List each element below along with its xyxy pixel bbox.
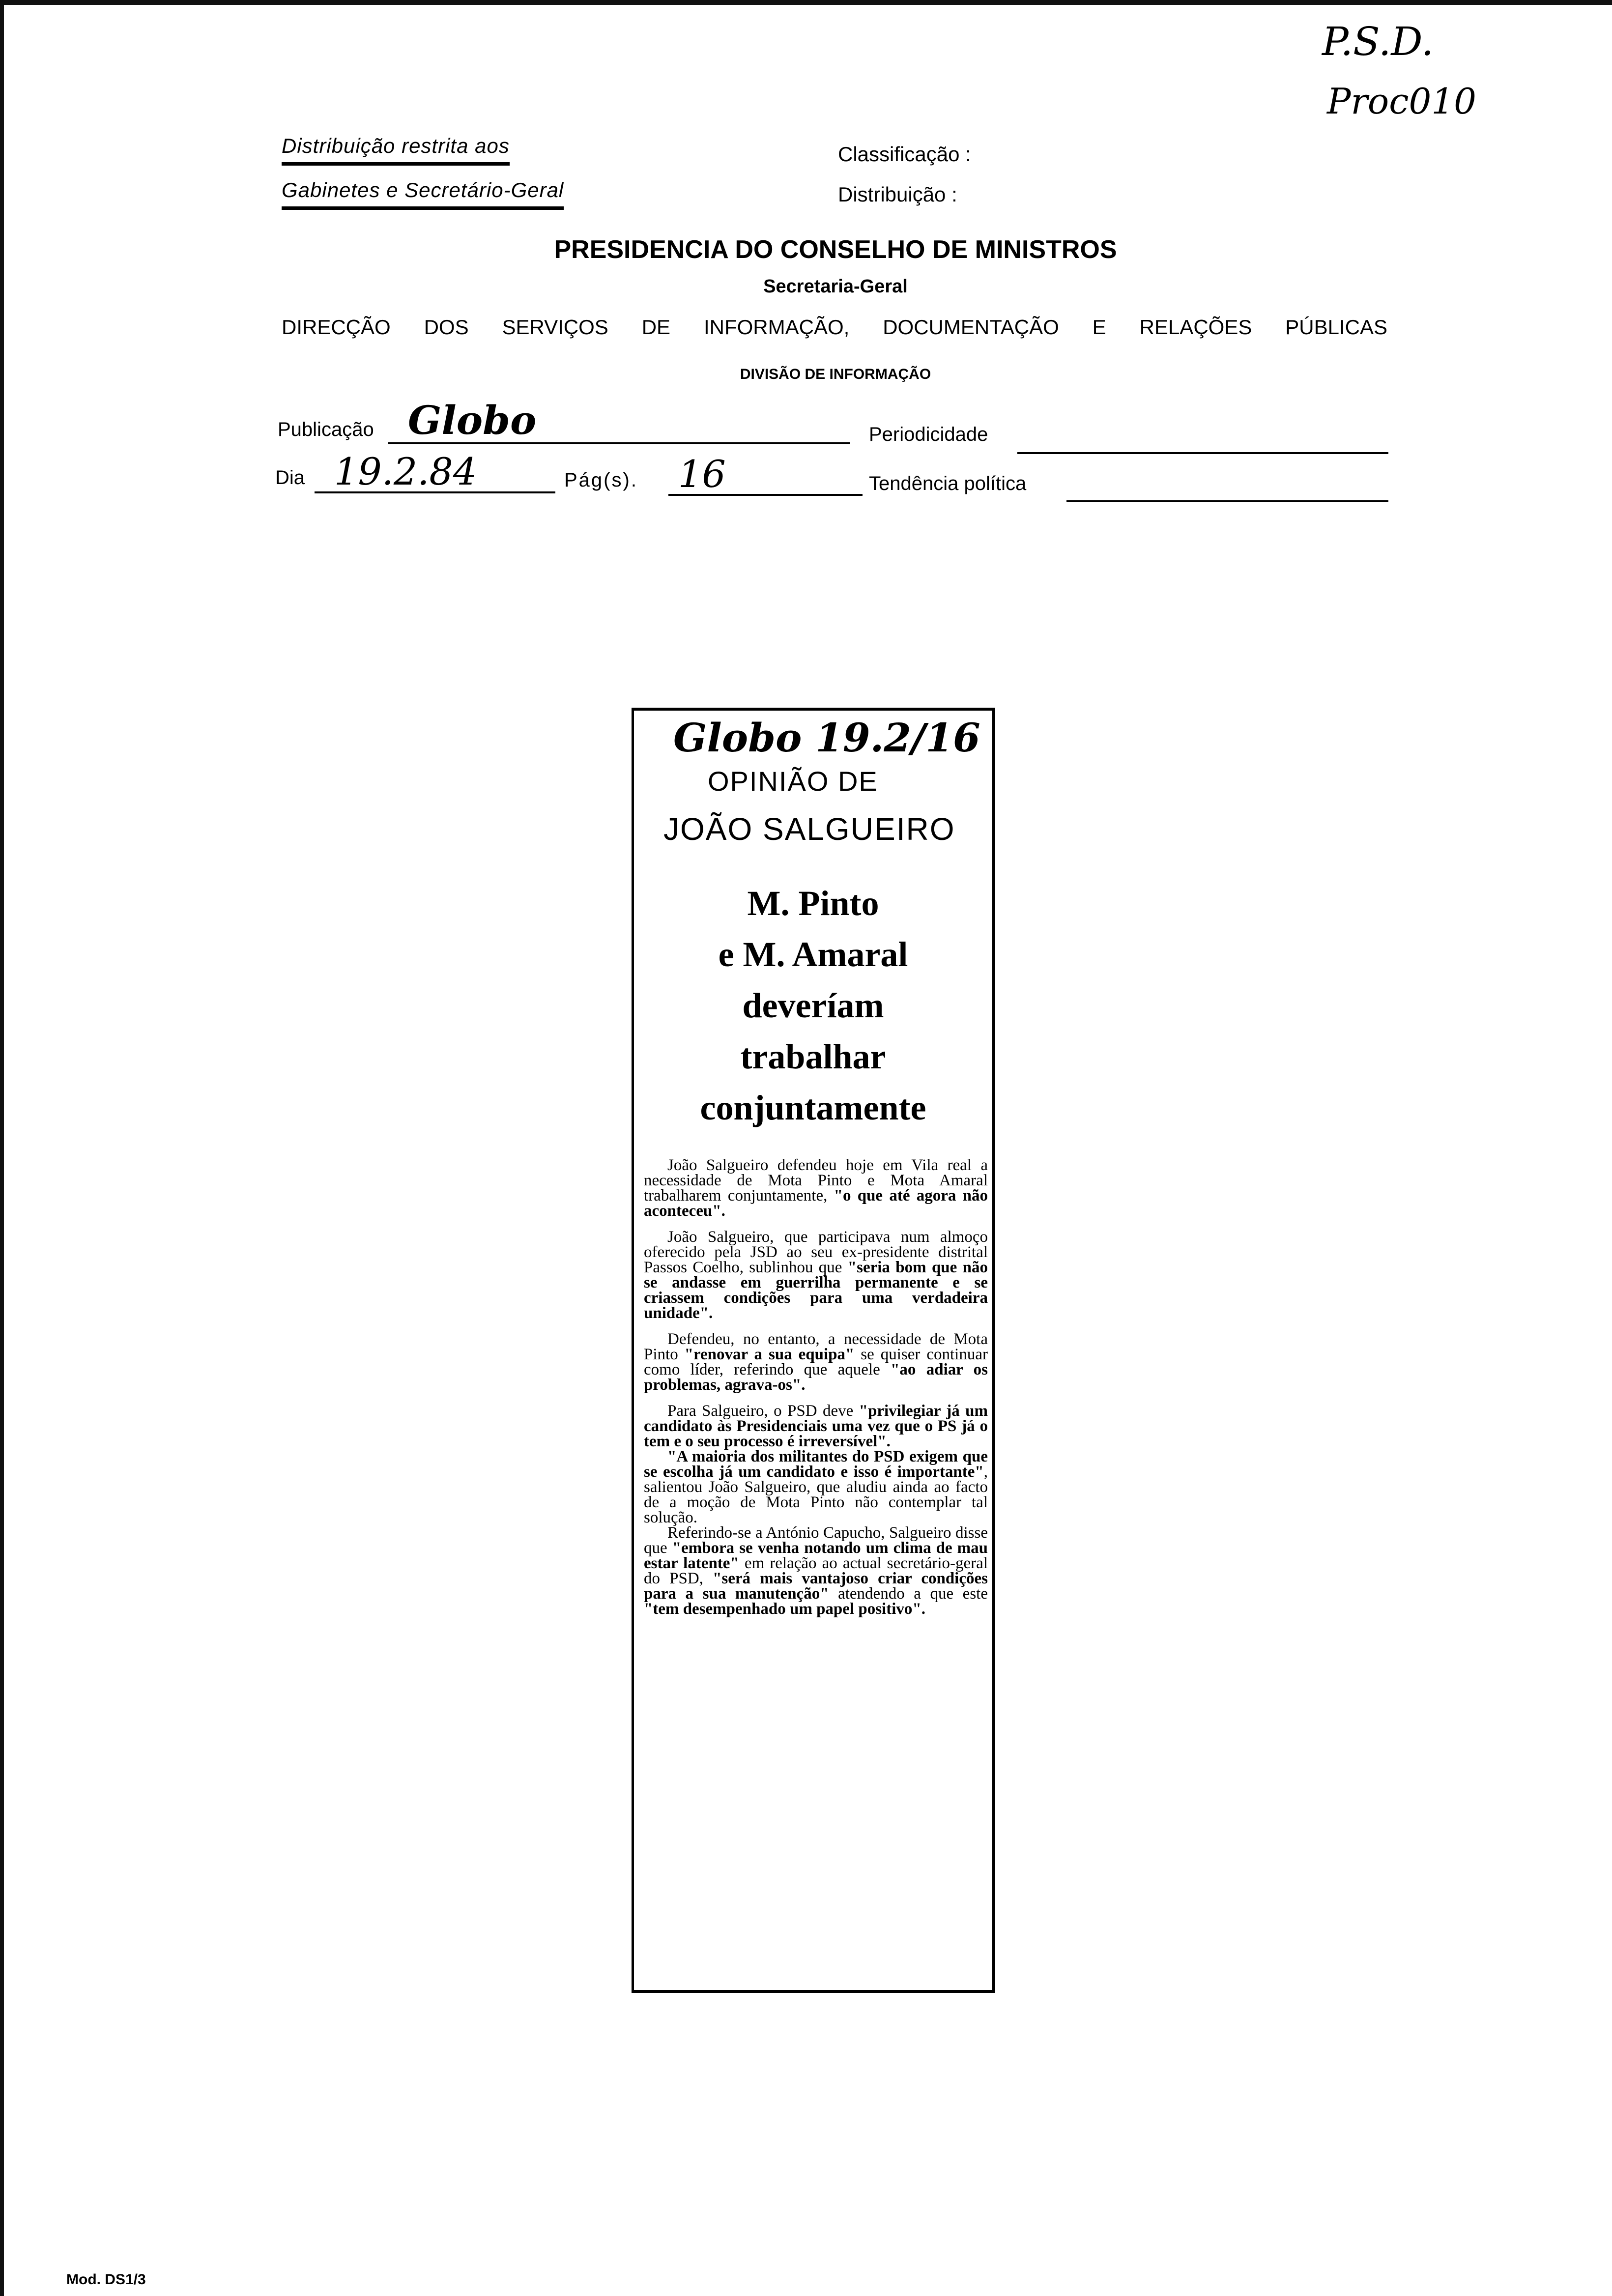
distribution-label: Distribuição : xyxy=(838,183,957,206)
paragraph xyxy=(644,1332,988,1393)
text: atendendo a que este xyxy=(829,1585,988,1603)
day-label: Dia xyxy=(275,467,305,488)
handwritten-party-note: P.S.D. xyxy=(1322,19,1434,64)
headline-line: conjuntamente xyxy=(700,1088,926,1127)
restriction-line-1: Distribuição restrita aos xyxy=(282,134,510,166)
tendency-label: Tendência política xyxy=(869,473,1027,494)
quote: "privilegiar já um candidato às Presidenciais uma vez que o PS já o tem e o seu processo é irreversível". xyxy=(644,1402,988,1450)
quote: "seria bom que não se andasse em guerrilha permanente e se criassem condições para uma verdadeira unidade". xyxy=(644,1259,988,1322)
paragraph xyxy=(644,1449,988,1525)
headline-line: trabalhar xyxy=(740,1037,886,1076)
newspaper-clipping xyxy=(632,708,995,1993)
text: Referindo-se a António Capucho, Salgueiro disse que xyxy=(644,1524,988,1557)
institution-title: PRESIDENCIA DO CONSELHO DE MINISTROS xyxy=(554,235,1117,264)
handwritten-clipping-ref: Globo 19.2/16 xyxy=(673,715,980,761)
paragraph xyxy=(644,1158,988,1219)
scan-border-top xyxy=(0,0,1612,5)
clipping-body xyxy=(644,1158,988,1617)
form-code: Mod. DS1/3 xyxy=(66,2271,146,2288)
quote: "ao adiar os problemas, agrava-os". xyxy=(644,1361,988,1394)
quote: "tem desempenhado um papel positivo". xyxy=(644,1600,925,1618)
directorate-name: DIRECÇÃO DOS SERVIÇOS DE INFORMAÇÃO, DOCUMENTAÇÃO E RELAÇÕES PÚBLICAS xyxy=(282,316,1387,339)
paragraph xyxy=(644,1404,988,1449)
day-field[interactable] xyxy=(315,450,555,493)
handwritten-process-note: Proc010 xyxy=(1327,81,1476,122)
text: se quiser continuar como líder, referindo que aquele xyxy=(644,1346,988,1378)
text: Defendeu, no entanto, a necessidade de Mota Pinto xyxy=(644,1330,988,1363)
day-value: 19.2.84 xyxy=(334,450,477,493)
restriction-line-2: Gabinetes e Secretário-Geral xyxy=(282,178,564,210)
headline-line: M. Pinto xyxy=(747,884,879,923)
quote: "A maioria dos militantes do PSD exigem que se escolha já um candidato e isso é importante" xyxy=(644,1448,988,1481)
quote: "será mais vantajoso criar condições para a sua manutenção" xyxy=(644,1570,988,1603)
headline-line: e M. Amaral xyxy=(718,935,908,974)
paragraph xyxy=(644,1525,988,1617)
publication-value: Globo xyxy=(408,397,537,443)
publication-field[interactable] xyxy=(388,397,850,444)
pages-label: Pág(s). xyxy=(564,469,638,491)
periodicity-field[interactable] xyxy=(1017,423,1388,454)
headline-line: deveríam xyxy=(742,986,884,1025)
publication-label: Publicação xyxy=(278,419,374,440)
clipping-author: JOÃO SALGUEIRO xyxy=(663,811,955,847)
periodicity-label: Periodicidade xyxy=(869,424,988,445)
text: Para Salgueiro, o PSD deve xyxy=(667,1402,859,1420)
division-name: DIVISÃO DE INFORMAÇÃO xyxy=(740,366,931,382)
text: em relação ao actual secretário-geral do PSD, xyxy=(644,1554,988,1587)
scan-border-left xyxy=(0,0,4,2296)
institution-subtitle: Secretaria-Geral xyxy=(763,276,908,297)
clipping-headline xyxy=(634,878,992,1133)
text: João Salgueiro defendeu hoje em Vila real a necessidade de Mota Pinto e Mota Amaral trabalharem conjuntamente, xyxy=(644,1156,988,1205)
quote: "renovar a sua equipa" xyxy=(684,1346,855,1363)
pages-value: 16 xyxy=(678,452,726,496)
quote: "o que até agora não aconteceu". xyxy=(644,1187,988,1220)
clipping-kicker: OPINIÃO DE xyxy=(708,766,878,797)
text: , salientou João Salgueiro, que aludiu ainda ao facto de a moção de Mota Pinto não contemplar tal solução. xyxy=(644,1463,988,1526)
classification-label: Classificação : xyxy=(838,143,971,166)
text: João Salgueiro, que participava num almoço oferecido pela JSD ao seu ex-presidente distrital Passos Coelho, sublinhou que xyxy=(644,1228,988,1276)
quote: "embora se venha notando um clima de mau estar latente" xyxy=(644,1539,988,1572)
pages-field[interactable] xyxy=(668,452,863,496)
paragraph xyxy=(644,1230,988,1321)
tendency-field[interactable] xyxy=(1066,471,1388,502)
